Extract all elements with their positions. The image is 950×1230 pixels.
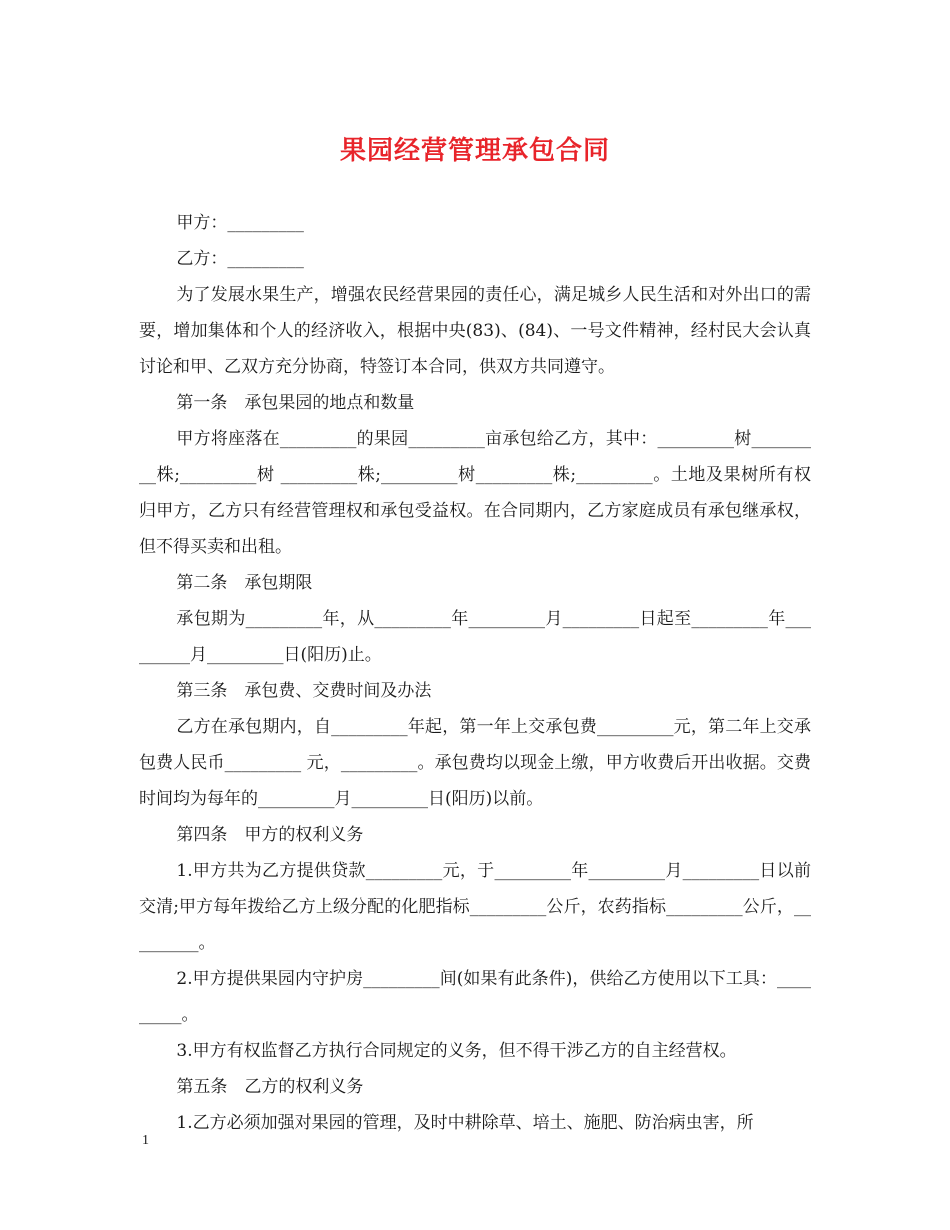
article-5-heading: 第五条 乙方的权利义务	[176, 1077, 364, 1097]
page-title: 果园经营管理承包合同	[339, 136, 610, 166]
preamble-paragraph: 为了发展水果生产，增强农民经营果园的责任心，满足城乡人民生活和对外出口的需要，增加集体和个人的经济收入，根据中央(83)、(84)、一号文件精神，经村民大会认真讨论和甲、乙双方充分协商，特签订本合同，供双方共同遵守。	[139, 285, 811, 377]
article-3-paragraph: 乙方在承包期内，自_________年起，第一年上交承包费_________元，第二年上交承包费人民币_________ 元，_________。承包费均以现金上缴，甲方收费后开出收据。交费时间均为每年的_________月_________日(阳历)以前。	[139, 717, 811, 809]
article-1-heading: 第一条 承包果园的地点和数量	[176, 393, 415, 413]
article-4-clause-3: 3.甲方有权监督乙方执行合同规定的义务，但不得干涉乙方的自主经营权。	[176, 1041, 737, 1061]
article-2-paragraph: 承包期为_________年，从_________年_________月_________日起至_________年_________月_________日(阳历)止。	[139, 609, 811, 665]
article-3-heading: 第三条 承包费、交费时间及办法	[176, 681, 432, 701]
article-1-paragraph: 甲方将座落在_________的果园_________亩承包给乙方，其中：_________树_________株;_________树 _________株;_________树_________株;_________。土地及果树所有权归甲方，乙方只有经营管理权和承包受益权。在合同期内，乙方家庭成员有承包继承权，但不得买卖和出租。	[139, 429, 811, 557]
article-4-clause-1: 1.甲方共为乙方提供贷款_________元，于_________年_________月_________日以前交清;甲方每年拨给乙方上级分配的化肥指标_________公斤，农药指标_________公斤，_________。	[139, 861, 811, 953]
party-a-line: 甲方：_________	[176, 213, 304, 233]
article-5-clause-1: 1.乙方必须加强对果园的管理，及时中耕除草、培土、施肥、防治病虫害，所	[176, 1113, 754, 1133]
page-number: 1	[142, 1133, 149, 1148]
article-2-heading: 第二条 承包期限	[176, 573, 313, 593]
article-4-clause-2: 2.甲方提供果园内守护房_________间(如果有此条件)，供给乙方使用以下工具：_________。	[139, 969, 811, 1025]
party-b-line: 乙方：_________	[176, 249, 304, 269]
article-4-heading: 第四条 甲方的权利义务	[176, 825, 364, 845]
contract-body	[139, 205, 811, 1141]
